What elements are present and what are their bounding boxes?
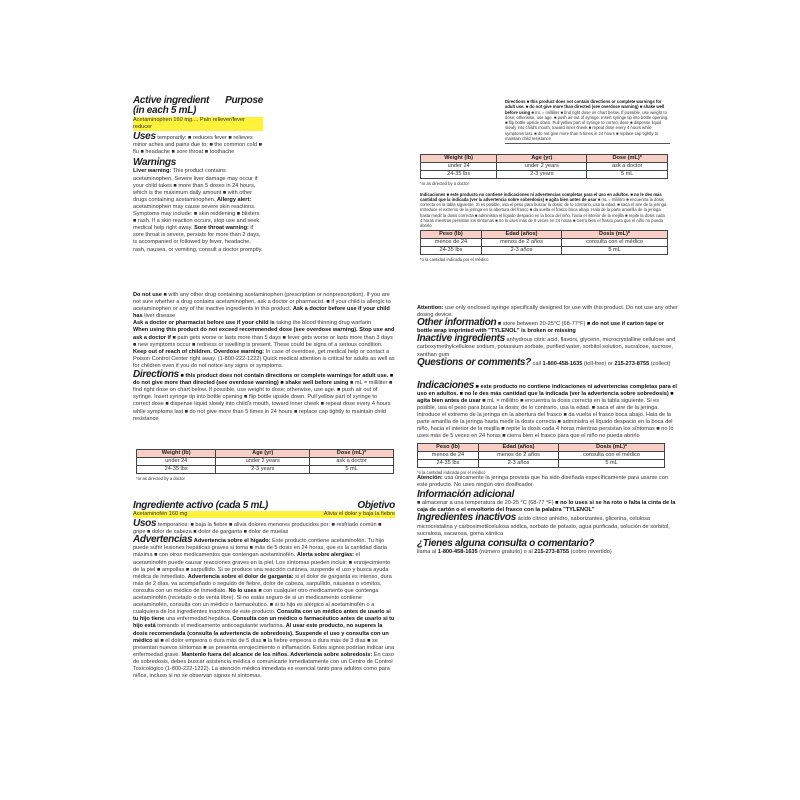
table-header: Age (yr) — [497, 155, 587, 163]
table-cell: consulta con el médico — [559, 451, 665, 459]
table-row — [421, 171, 668, 179]
phone-tollfree[interactable]: 1-800-458-1635 — [542, 360, 583, 367]
english-warnings-continued — [133, 292, 395, 423]
atencion-text: usa únicamente la jeringa provista que ha sido diseñada específicamente para usarse con este producto. No uses ningún otro dosificador. — [417, 475, 668, 489]
table-cell: menos de 24 — [418, 451, 479, 459]
table-cell: ask a doctor — [587, 163, 668, 171]
do-not-use-text: ■ with any other drug containing acetaminophen (prescription or nonprescription). If you are not sure whether a drug contains acetaminophen, ask a doctor or pharmacist. ■ if your child is allergic to acetaminophen or any of the inactive ingredients in this product. — [133, 292, 391, 313]
right-indicaciones-text: ■ mL = mililitro ■ encuentra la dosis correcta en la tabla siguiente. Si es posible, usa el peso para buscar la dosis; de lo contrario, usa la edad. ■ saca el aire de la jeringa. Introduce el extremo de la jeringa en la abertura del frasco ■ da vuelta el frasco boca abajo. Hala de la parte amarilla de la jeringa hasta medir la dosis correcta ■ administra el líquido despacio en la boca del niño, hacia el interior de la mejilla ■ repite la dosis cada 4 horas mientras persistan los síntomas ■ no lo uses más de 5 veces en 24 horas ■ cierra bien el frasco para que el niño no pueda abrirlo — [420, 196, 668, 229]
active-ingredient-header — [133, 96, 263, 116]
phone-tollfree-es[interactable]: 1-800-458-1635 — [437, 548, 478, 555]
table-header-row — [418, 443, 665, 451]
tollfree-label: (toll-free) or — [583, 360, 613, 367]
ask-pharmacist-text: taking the blood thinning drug warfarin — [276, 320, 372, 327]
active-ingredient-heading: Active ingredient — [133, 95, 210, 106]
table-cell: 2-3 años — [478, 459, 558, 467]
right-indicaciones-bold: Indicaciones ■ este producto no contiene indicaciones ni advertencias completas para el uso en adultos. ■ no le des más cantidad que la indicada (ver la advertencia sobre sobredosis) ■ agita bien antes de usar — [420, 191, 662, 202]
table-cell: 2-3 years — [216, 466, 310, 474]
active-ingredient-highlight — [133, 117, 263, 131]
al-usar-label: Al usar este producto, no superes la dosis recomendada (consulta la advertencia de sobredosis). Suspende el uso y consulta con un médico si — [133, 623, 389, 644]
table-row — [418, 451, 665, 459]
table-header: Dose (mL)* — [587, 155, 668, 163]
no-uses-text: ■ con cualquier otro medicamento que contenga acetaminofén (recetado o de venta libre). Si no estás seguro de si un medicamento contiene acetaminofén, consulta con un médico o farmacéutico. ■ si tu hijo es alérgico al acetaminofén o a cualquiera de los ingredientes inactivos de este producto. — [133, 587, 379, 616]
table-header: Weight (lb) — [421, 155, 497, 163]
allergy-alert-text: acetaminophen may cause severe skin reactions. Symptoms may include: ■ skin reddening ■ blisters ■ rash. If a skin reaction occurs, stop use and seek medical help right away. — [133, 203, 260, 232]
table-header: Weight (lb) — [137, 450, 216, 458]
table-footnote-es: *o la cantidad indicada por el médico — [417, 469, 486, 475]
consulta-text: una enfermedad hepática. — [165, 616, 231, 623]
mantenlo-text: En caso de sobredosis, debes buscar asistencia médica o comunicarte inmediatamente con un Centro de Control Toxicológico (1-800-222-1222). La atención médica inmediata es esencial tanto para adultos como para niños, incluso si no se observan signos ni síntomas. — [133, 651, 394, 680]
ingrediente-header — [133, 500, 395, 511]
do-not-use-label: Do not use — [133, 292, 162, 298]
uses-section — [133, 133, 263, 156]
info-adicional-text: ■ almacenar a una temperatura de 20-25 °C (68-77 °F) — [417, 500, 554, 507]
active-ingredient-sub: (in each 5 mL) — [133, 105, 197, 116]
purpose-heading: Purpose — [225, 95, 263, 106]
table-header: Age (yr) — [216, 450, 310, 458]
right-directions-text: ■ mL = milliliter ■ find right dose on chart below. If possible, use weight to dose; otherwise, use age. ■ push air out of syringe. Insert syringe tip into bottle opening. ■ flip bottle upside down. Pull yellow part of syringe to correct dose ■ dispense liquid slowly into child's mouth, toward inner cheek ■ repeat dose every 4 hours while symptoms last. ■ do not give more than 5 times in 24 hours ■ replace cap tightly to maintain child resistance — [505, 109, 669, 142]
table-cell: consulta con el médico — [562, 238, 668, 246]
other-information-text: ■ store between 20-25°C (68-77°F) — [497, 321, 586, 328]
consulta-section — [417, 549, 679, 556]
higado-text: Este producto contiene acetaminofén. Tu hijo puede sufrir lesiones hepáticas graves si toma ■ más de 5 dosis en 24 horas, que es la cantidad diaria máxima ■ con otros medicamentos que contengan acetaminofén. — [133, 538, 387, 559]
usos-text: temporarios: ■ baja la fiebre ■ alivia dolores menores producidos por: ■ resfriado común ■ gripe ■ dolor de cabeza ■ dolor de garganta ■ dolor de muelas — [133, 522, 382, 536]
table-cell: 24-35 lbs — [418, 459, 479, 467]
table-row — [137, 458, 394, 466]
warnings-text — [133, 168, 263, 253]
directions-heading: Directions — [133, 369, 179, 381]
table-cell: under 2 years — [497, 163, 587, 171]
table-header: Edad (años) — [478, 443, 558, 451]
when-using-label: When using this product do not exceed recommended dose (see overdose warning). Stop use and ask a doctor if — [133, 327, 395, 341]
ingrediente-heading: Ingrediente activo (cada 5 mL) — [133, 500, 268, 511]
attention-text: use only enclosed syringe specifically designed for use with this product. Do not use any other dosing device. — [417, 305, 678, 319]
ask-pharmacist-label: Ask a doctor or pharmacist before use if your child is — [133, 320, 275, 327]
table-cell: 2-3 años — [481, 246, 561, 254]
other-information-bold: ■ do not use if carton tape or bottle wrap imprinted with "TYLENOL" is broken or missing — [417, 321, 664, 335]
indicaciones-heading: Indicaciones — [417, 379, 474, 391]
table-header-row — [421, 230, 668, 238]
consulta-collect-label: (cobro revertido) — [570, 548, 612, 555]
ingrediente-highlight — [133, 511, 395, 518]
table-cell: menos de 2 años — [481, 238, 561, 246]
allergy-alert-label: Allergy alert: — [216, 196, 252, 203]
table-header: Dose (mL)* — [310, 450, 394, 458]
inactive-ingredients-text: anhydrous citric acid, flavors, glycerin, microcrystalline cellulose and carboxymethylcellulose sodium, potassium sorbate, purified water, sorbitol solution, sucralose, sucrose, xanthan gum — [417, 337, 676, 358]
table-row — [421, 163, 668, 171]
alergia-text: el acetaminofén puede causar reacciones graves en la piel. Los síntomas pueden incluir: ■ enrojecimiento de la piel ■ ampollas ■ sarpullido. Si se produce una reacción cutánea, suspende el uso y busca ayuda médica de inmediato. — [133, 552, 391, 580]
table-cell: 24-35 lbs — [137, 466, 216, 474]
table-cell: 24-35 lbs — [421, 246, 482, 254]
table-cell: 24-35 lbs — [421, 171, 497, 179]
keep-out-label: Keep out of reach of children. Overdose warning: — [133, 348, 265, 355]
advertencias-section — [133, 536, 395, 680]
ingrediente-line: Acetaminofén 160 mg — [133, 511, 188, 517]
no-uses-label: No lo uses — [228, 587, 257, 594]
sore-throat-label: Sore throat warning: — [194, 225, 249, 232]
advertencias-heading: Advertencias — [133, 534, 193, 546]
phone-collect[interactable]: 215-273-8755 — [614, 360, 650, 367]
liver-warning-text: This product contains acetaminophen. Severe liver damage may occur if your child takes ■ more than 5 doses in 24 hours, which is the maximum daily amount ■ with other drugs containing acetaminophen. — [133, 168, 258, 203]
consulta-heading: ¿Tienes alguna consulta o comentario? — [417, 537, 595, 549]
farmaceutico-label: Consulta con un médico o farmacéutico antes de usarlo si tu hijo está — [133, 616, 395, 630]
usos-heading: Usos — [133, 518, 157, 530]
indicaciones-section — [417, 379, 679, 441]
table-cell: ask a doctor — [310, 458, 394, 466]
table-row — [418, 459, 665, 467]
indicaciones-bold: ■ este producto no contiene indicaciones ni advertencias completas para el uso en adultos. ■ no le des más cantidad que la indicada (ver la advertencia sobre sobredosis) ■ agita bien antes de usar — [417, 383, 677, 404]
ask-doctor-text: liver disease — [144, 313, 176, 320]
table-footnote: *or as directed by a doctor — [420, 181, 469, 187]
table-cell: 5 mL — [559, 459, 665, 467]
table-cell: 5 mL — [562, 246, 668, 254]
table-cell: menos de 2 años — [478, 451, 558, 459]
ingredient-purpose-line: Acetaminophen 160 mg.... Pain reliever/fever reducer — [133, 117, 245, 131]
table-header: Edad (años) — [481, 230, 561, 238]
info-adicional-bold: ■ no lo uses si se ha roto o falta la cinta de la caja de cartón o el envoltorio del frasco con la palabra "TYLENOL" — [417, 500, 676, 514]
farmaceutico-text: tomando el medicamento anticoagulante warfarina. — [157, 623, 285, 630]
uses-heading: Uses — [133, 131, 156, 143]
table-header: Dosis (mL)* — [562, 230, 668, 238]
table-cell: under 2 years — [216, 458, 310, 466]
right-directions-bold: Directions ■ this product does not contain directions or complete warnings for adult use. ■ do not give more than directed (see overdose warning) ■ shake well before using — [505, 99, 665, 115]
uses-text: temporarily: ■ reduces fever ■ relieves minor aches and pains due to: ■ the common cold ■ flu ■ headache ■ sore throat ■ toothache — [133, 135, 262, 156]
attention-label: Attention: — [417, 305, 444, 311]
table-header-row — [421, 155, 668, 163]
garganta-text: si el dolor de garganta es intenso, dura más de 2 días, va acompañado o seguido de fiebre, dolor de cabeza, sarpullido, náuseas o vómitos, consulta con un médico de inmediato. — [133, 573, 392, 594]
other-information-heading: Other information — [417, 317, 497, 329]
ingredientes-inactivos-text: ácido cítrico anhidro, saborizantes, glicerina, celulosa microcristalina y carboximetilcelulosa sódica, sorbato de potasio, agua purificada, solución de sorbitol, sucralosa, sacarosa, goma xántica — [417, 516, 670, 537]
inactive-ingredients-section — [417, 335, 679, 358]
right-directions-block — [505, 99, 670, 144]
table-header: Peso (lb) — [421, 230, 482, 238]
table-cell: 5 mL — [587, 171, 668, 179]
directions-text: ■ mL = milliliter ■ find right dose on chart below. If possible, use weight to dose; otherwise, use age. ■ push air out of syringe. Insert syringe tip into bottle opening ■ flip bottle upside down. Pull yellow part of syringe to correct dose ■ dispense liquid slowly into child's mouth, toward inner cheek ■ repeat dose every 4 hours while symptoms last ■ do not give more than 5 times in 24 hours ■ replace cap tightly to maintain child resistance — [133, 380, 393, 422]
english-dosing-table — [136, 449, 394, 482]
atencion-label: Atención: — [417, 475, 443, 482]
table-row — [137, 466, 394, 474]
consulta-tollfree-label: (número gratuito) o al — [479, 548, 533, 555]
higado-label: Advertencia sobre el hígado: — [193, 538, 271, 545]
mantenlo-label: Mantenlo fuera del alcance de los niños. Advertencia sobre sobredosis: — [181, 651, 373, 658]
consulta-call: llama al — [417, 548, 437, 555]
al-usar-text: ■ el dolor empeora o dura más de 5 días ■ la fiebre empeora o dura más de 3 días ■ se presentan nuevos síntomas ■ se presenta enrojecimiento o inflamación. Estos signos podrían indicar una enfermedad grave. — [133, 637, 395, 658]
collect-label: (collect) — [650, 360, 671, 367]
spanish-drug-facts — [133, 500, 395, 680]
dosing-table-es — [417, 443, 665, 468]
objetivo-line: Alivia el dolor y baja la fiebre — [323, 511, 395, 517]
info-adicional-heading: Información adicional — [417, 489, 515, 501]
questions-heading: Questions or comments? — [417, 356, 531, 368]
phone-collect-es[interactable]: 215-273-8755 — [534, 548, 570, 555]
consulta-label: Consulta con un médico antes de usarlo si tu hijo tiene — [133, 609, 391, 623]
questions-call: call — [532, 360, 541, 367]
table-row — [421, 238, 668, 246]
alergia-label: Alerta sobre alergias: — [296, 552, 355, 559]
right-info-block — [417, 305, 679, 556]
table-header-row — [137, 450, 394, 458]
table-cell: menos de 24 — [421, 238, 482, 246]
table-header: Peso (lb) — [418, 443, 479, 451]
indicaciones-text: ■ mL = mililitro ■ encuentra la dosis correcta en la tabla siguiente. Si es posible, usa el peso para buscar la dosis; de lo contrario, usa la edad. ■ saca el aire de la jeringa. Introduce el extremo de la jeringa en la abertura del frasco ■ da vuelta el frasco boca abajo. Hala de la parte amarilla de la jeringa hasta medir la dosis correcta ■ administra el líquido despacio en la boca del niño, hacia el interior de la mejilla ■ repite la dosis cada 4 horas mientras persistan los síntomas ■ no lo uses más de 5 veces en 24 horas ■ cierra bien el frasco para que el niño no pueda abrirlo — [417, 397, 674, 440]
table-footnote: *or as directed by a doctor — [136, 476, 185, 482]
questions-section — [417, 356, 679, 368]
directions-section — [133, 371, 395, 423]
right-indicaciones-block — [420, 192, 668, 229]
ask-doctor-label: Ask a doctor before use if your child has — [133, 306, 390, 320]
table-header: Dosis (mL)* — [559, 443, 665, 451]
table-cell: under 24 — [421, 163, 497, 171]
table-cell: 5 mL — [310, 466, 394, 474]
ingredientes-inactivos-section — [417, 514, 679, 537]
sore-throat-text: if sore throat is severe, persists for more than 2 days, is accompanied or followed by fever, headache, rash, nausea, or vomiting, consult a doctor promptly. — [133, 225, 263, 253]
english-drug-facts — [133, 96, 263, 254]
table-row — [421, 246, 668, 254]
ingredientes-inactivos-heading: Ingredientes inactivos — [417, 512, 516, 524]
garganta-label: Advertencia sobre el dolor de garganta: — [187, 573, 294, 580]
objetivo-heading: Objetivo — [357, 500, 395, 511]
atencion-section — [417, 475, 679, 489]
warnings-heading: Warnings — [133, 157, 176, 169]
directions-bold: ■ this product does not contain directions or complete warnings for adult use. ■ do not give more than directed (see overdose warning) ■ shake well before using — [133, 373, 394, 387]
table-footnote-es: *o la cantidad indicada por el médico — [420, 256, 489, 262]
table-cell: 2-3 years — [497, 171, 587, 179]
table-cell: under 24 — [137, 458, 216, 466]
keep-out-text: In case of overdose, get medical help or contact a Poison Control Center right away. (1-800-222-1222) Quick medical attention is critical for adults as well as for children even if you do not notice any signs or symptoms. — [133, 348, 395, 369]
when-using-text: ■ pain gets worse or lasts more than 5 days ■ fever gets worse or lasts more than 3 days ■ new symptoms occur ■ redness or swelling is present. These could be signs of a serious condition. — [133, 334, 393, 348]
inactive-ingredients-heading: Inactive ingredients — [417, 333, 505, 345]
liver-warning-label: Liver warning: — [133, 168, 172, 175]
right-dosing-table — [420, 154, 668, 262]
